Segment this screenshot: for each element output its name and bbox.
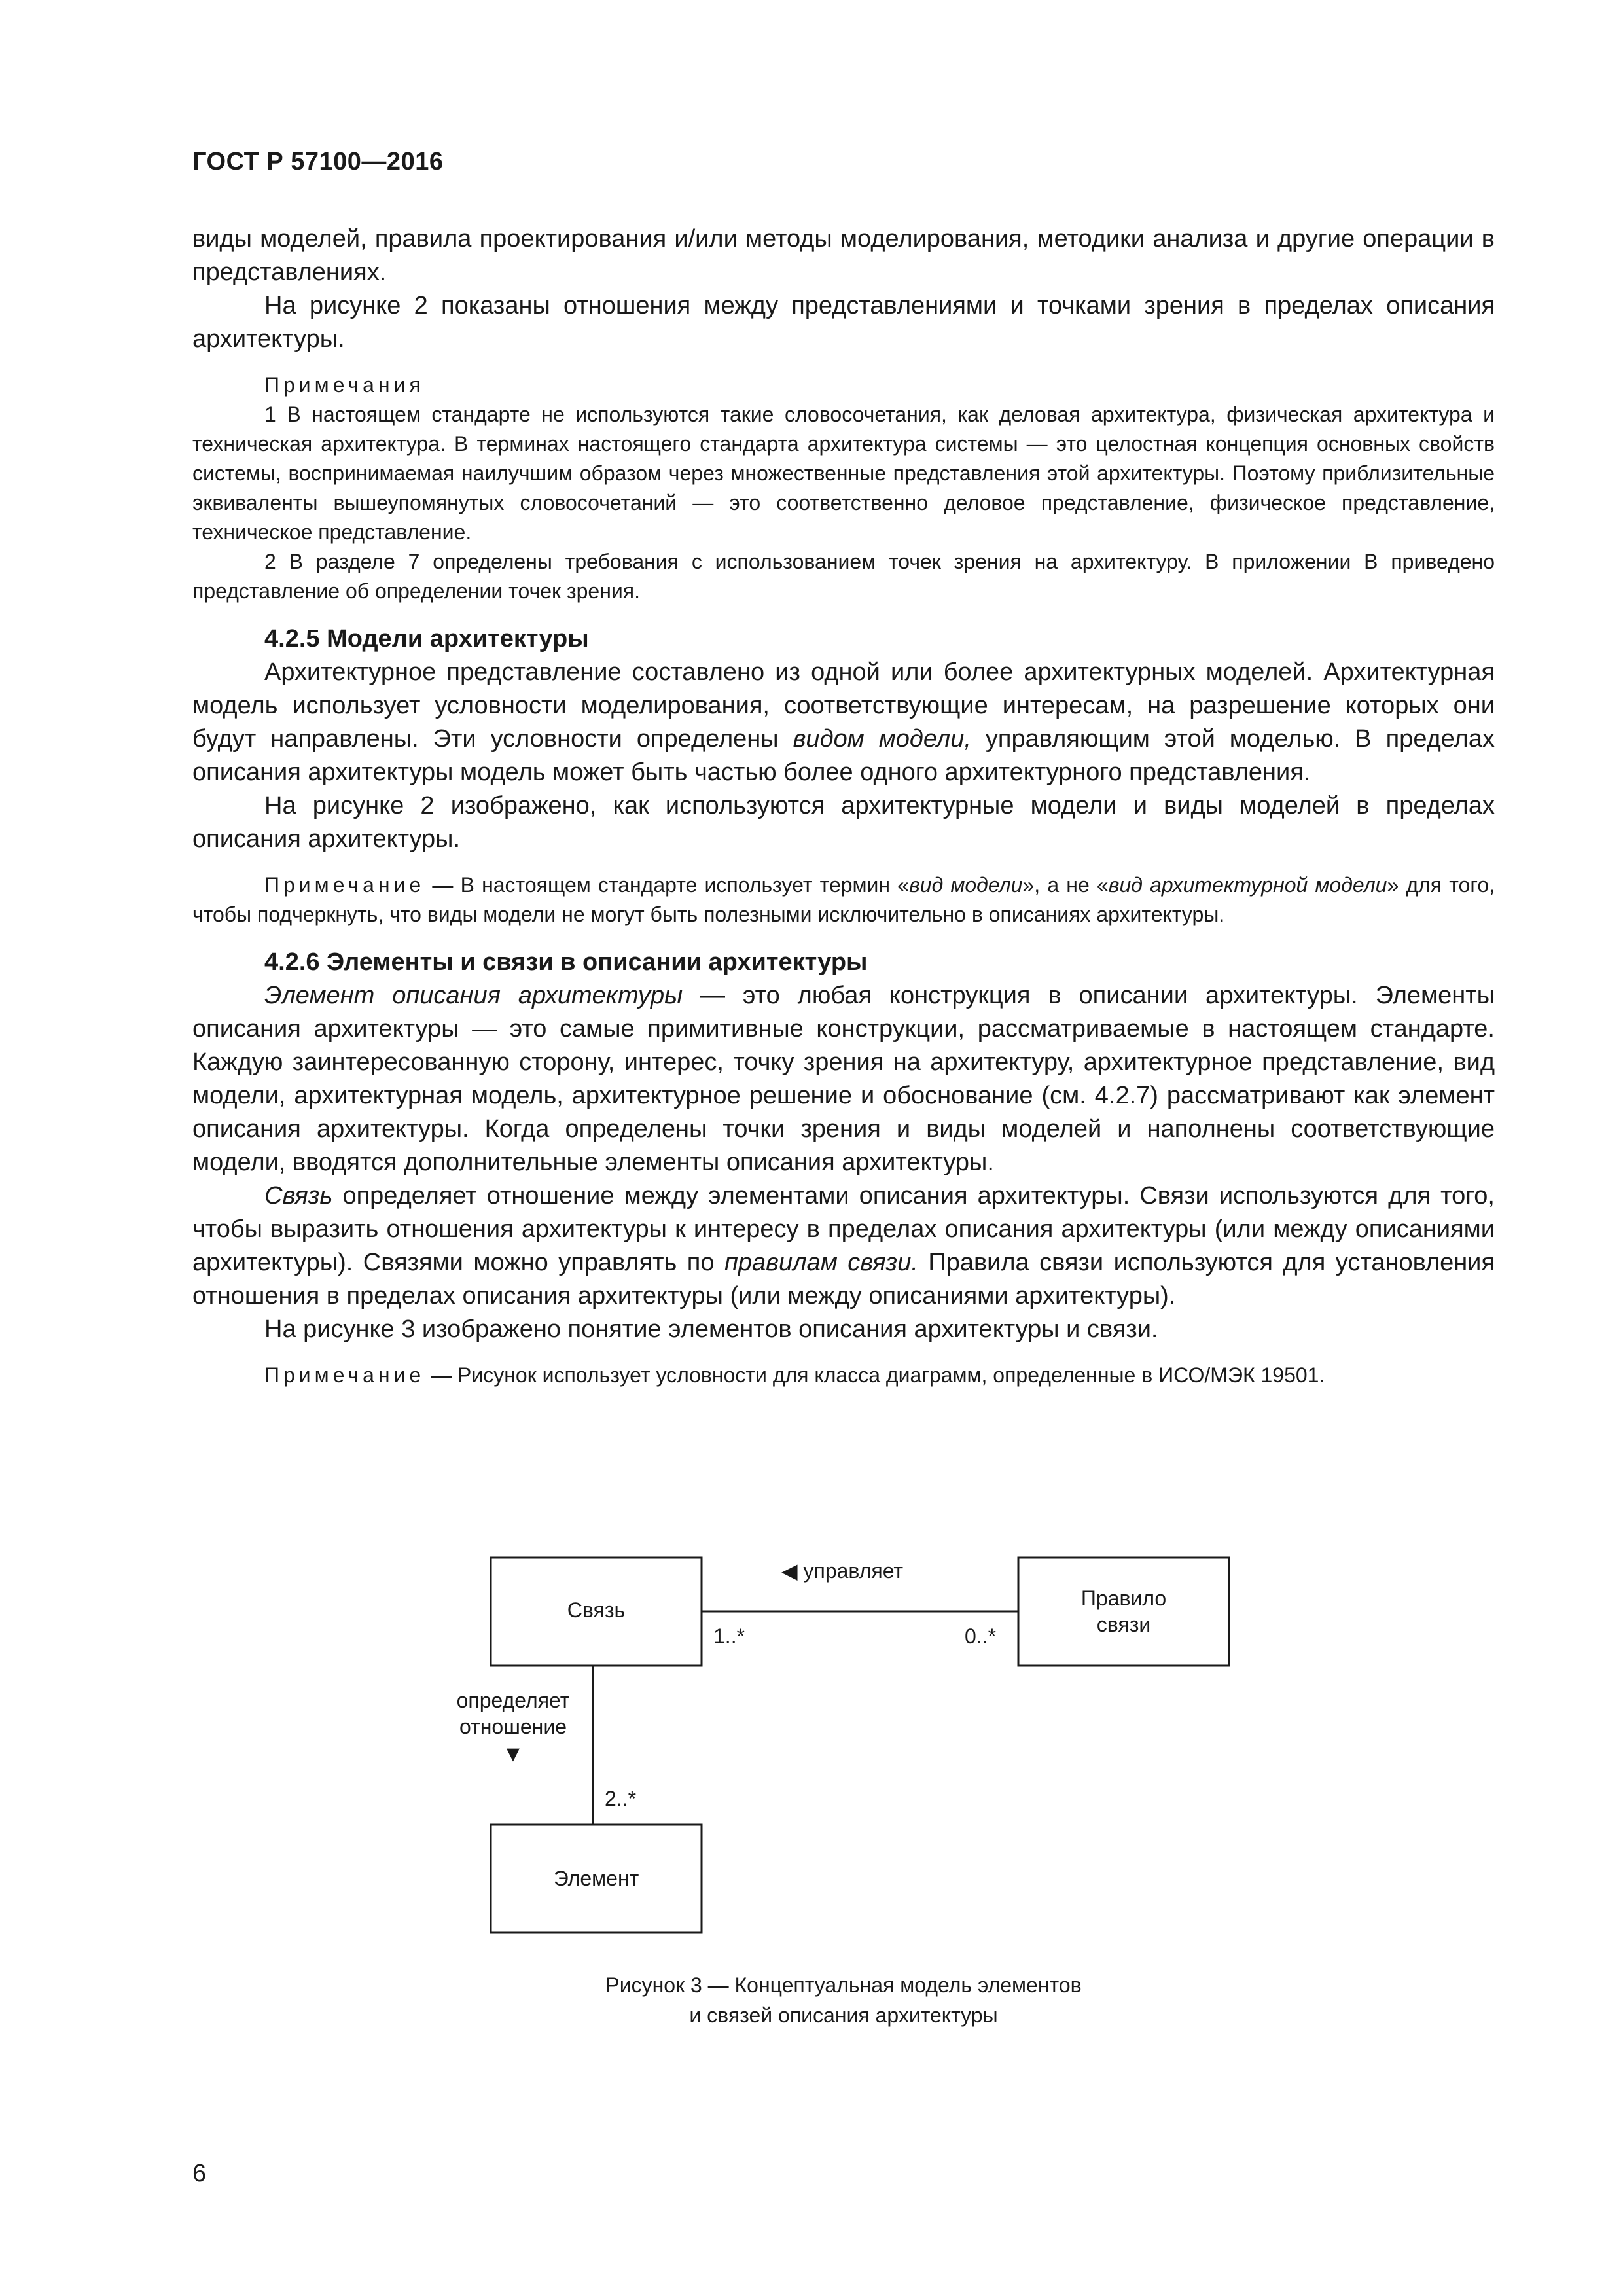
paragraph: На рисунке 2 изображено, как используются архитектурные модели и виды моделей в пределах описания архитектуры. [192,792,1495,853]
diagram-lines [192,1532,1495,1990]
box-rule-label-line2: связи [1096,1613,1151,1636]
text-span: Архитектурное представление составлено из одной или более архитектурных моделей. Архитектурная модель использует условности моделирования, соответствующие интересам, на разрешение которых они будут направлены. Эти условности определены [192,658,1495,753]
section-heading: 4.2.5 Модели архитектуры [264,625,589,653]
text-span: », а не « [1022,873,1109,897]
figure-caption [192,1970,1495,2030]
emphasis: Связь [264,1182,333,1210]
section-heading: 4.2.6 Элементы и связи в описании архитектуры [264,948,868,976]
emphasis: видом модели, [793,725,971,753]
paragraph: На рисунке 2 показаны отношения между представлениями и точками зрения в пределах описания архитектуры. [192,292,1495,353]
multiplicity-bottom: 2..* [605,1787,637,1810]
uml-diagram [192,1532,1495,1990]
triangle-down-icon: ▼ [502,1742,524,1767]
caption-line: и связей описания архитектуры [689,2003,998,2027]
box-rule-label-line1: Правило [1080,1587,1167,1610]
note-label: Примечание [264,873,425,897]
emphasis: правилам связи. [724,1249,918,1276]
note [192,870,1495,929]
paragraph: виды моделей, правила проектирования и/или методы моделирования, методики анализа и другие операции в представлениях. [192,225,1495,286]
text-span: — это любая конструкция в описании архитектуры. Элементы описания архитектуры — это самые примитивные конструкции, рассматриваемые в настоящем стандарте. Каждую заинтересованную сторону, интерес, точку зрения на архитектуру, архитектурное представление, вид модели, архитектурная модель, архитектурное решение и обоснование (см. 4.2.7) рассматривают как элемент описания архитектуры. Когда определены точки зрения и виды моделей и наполнены соответствующие модели, вводятся дополнительные элементы описания архитектуры. [192,982,1495,1176]
note-2: 2 В разделе 7 определены требования с использованием точек зрения на архитектуру. В приложении В приведено представление об определении точек зрения. [192,550,1495,603]
assoc-manages-label: ◀ управляет [781,1559,904,1583]
text-span: — Рисунок использует условности для класса диаграмм, определенные в ИСО/МЭК 19501. [425,1363,1325,1387]
text-span: определяет отношение между элементами описания архитектуры. Связи используются для того, чтобы выразить отношения архитектуры к интересу в пределах описания архитектуры (или между описаниями архитектуры). Связями можно управлять по [192,1182,1495,1276]
note [192,1361,1495,1390]
notes-heading: Примечания [264,373,425,397]
page-number: 6 [192,2160,207,2187]
document-header: ГОСТ Р 57100—2016 [192,148,444,175]
emphasis: Элемент описания архитектуры [264,982,683,1009]
box-element-label: Элемент [553,1867,639,1890]
text-span: Правила связи используются для установления отношения в пределах описания архитектуры (или между описаниями архитектуры). [192,1249,1495,1310]
assoc-defines-label-line1: определяет [456,1689,570,1712]
assoc-defines-label-line2: отношение [459,1715,567,1738]
note-1: 1 В настоящем стандарте не используются такие словосочетания, как деловая архитектура, физическая архитектура и техническая архитектура. В терминах настоящего стандарта архитектура системы — это целостная концепция основных свойств системы, воспринимаемая наилучшим образом через множественные представления этой архитектуры. Поэтому приблизительные эквиваленты вышеупомянутых словосочетаний — это соответственно деловое представление, физическое представление, техническое представление. [192,403,1495,544]
paragraph: На рисунке 3 изображено понятие элементов описания архитектуры и связи. [264,1316,1158,1343]
paragraph [192,1179,1495,1313]
page-content [192,223,1495,1390]
paragraph [192,656,1495,789]
text-span: » для того, чтобы подчеркнуть, что виды модели не могут быть полезными исключительно в описаниях архитектуры. [192,873,1495,926]
document-page [192,0,1495,2296]
multiplicity-right: 0..* [965,1624,997,1648]
paragraph [192,979,1495,1179]
box-link-label: Связь [567,1598,626,1622]
text-span: — В настоящем стандарте использует термин « [425,873,910,897]
multiplicity-left: 1..* [713,1624,745,1648]
caption-line: Рисунок 3 — Концептуальная модель элементов [605,1973,1082,1997]
text-span: управляющим этой моделью. В пределах описания архитектуры модель может быть частью более одного архитектурного представления. [192,725,1495,786]
emphasis: вид модели [909,873,1023,897]
note-label: Примечание [264,1363,425,1387]
emphasis: вид архитектурной модели [1108,873,1387,897]
